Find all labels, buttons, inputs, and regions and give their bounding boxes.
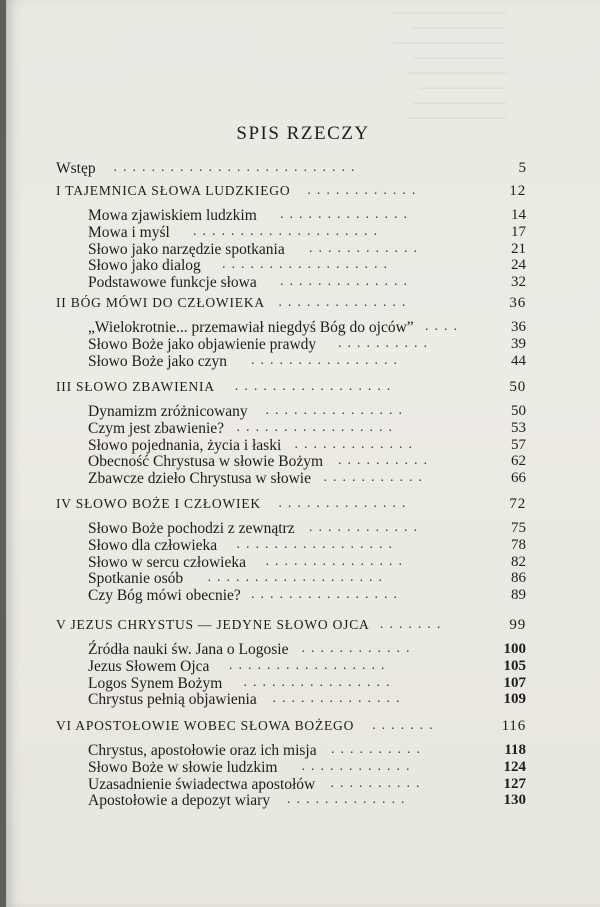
toc-entry-label: Słowo Boże pochodzi z zewnątrz (88, 520, 295, 537)
toc-entry-leader-dots: ................. (229, 657, 391, 673)
toc-entry-label: Jezus Słowem Ojca (88, 657, 210, 675)
toc-chapter-label: III SŁOWO ZBAWIENIA (56, 379, 215, 394)
toc-entry-label: Uzasadnienie świadectwa apostołów (88, 775, 316, 793)
toc-entry-leader-dots: ............. (287, 792, 411, 808)
toc-entry-page-number: 78 (511, 536, 526, 553)
toc-entry-page-number: 53 (511, 419, 526, 436)
toc-entry-leader-dots: .......... (338, 335, 433, 351)
toc-entry-label: Słowo pojednania, życia i łaski (88, 436, 282, 454)
toc-entry-label: Mowa zjawiskiem ludzkim (88, 207, 257, 224)
toc-chapter (56, 617, 526, 637)
toc-entry-label: Mowa i myśl (88, 223, 170, 241)
toc-chapter (56, 183, 526, 203)
toc-entry (88, 274, 526, 294)
toc-entry-leader-dots: ............... (265, 403, 408, 418)
toc-entry (88, 470, 526, 490)
toc-chapter-label: II BÓG MÓWI DO CZŁOWIEKA (56, 295, 265, 310)
toc-entry-page-number: 118 (504, 742, 526, 758)
toc-intro-page-number: 5 (518, 160, 526, 176)
toc-entry-leader-dots: ............... (265, 553, 408, 569)
toc-chapter-leader-dots: ............ (307, 183, 422, 198)
toc-entry-leader-dots: .................... (193, 223, 383, 239)
toc-entry-leader-dots: ............ (309, 240, 423, 256)
toc-entry-page-number: 107 (503, 674, 526, 691)
toc-entry-label: Chrystus pełnią objawienia (88, 691, 257, 709)
toc-entry-page-number: 100 (503, 641, 526, 657)
toc-chapter (56, 718, 526, 738)
toc-entry-label: Słowo Boże jako czyn (88, 352, 228, 370)
toc-entry-leader-dots: ............ (301, 758, 416, 774)
toc-entry-label: Obecność Chrystusa w słowie Bożym (88, 453, 324, 471)
toc-entry-page-number: 86 (511, 570, 526, 587)
toc-entry-page-number: 124 (503, 758, 526, 775)
toc-chapter-page-number: 50 (509, 379, 526, 395)
toc-chapter-page-number: 36 (509, 295, 526, 311)
toc-entry (88, 587, 526, 607)
toc-entry-leader-dots: .......... (330, 775, 426, 791)
toc-intro (56, 160, 526, 180)
toc-chapter-page-number: 72 (509, 496, 526, 512)
toc-entry-leader-dots: .................. (222, 257, 393, 273)
toc-chapter (56, 496, 526, 516)
toc-entry-page-number: 32 (511, 274, 526, 291)
page-title: SPIS RZECZY (236, 123, 370, 144)
toc-entry-label: Czy Bóg mówi obecnie? (88, 587, 241, 605)
toc-entry-leader-dots: ................. (236, 536, 398, 552)
toc-entry-page-number: 109 (503, 691, 526, 708)
toc-entry-label: „Wielokrotnie... przemawiał niegdyś Bóg do ojców” (88, 319, 414, 336)
toc-entry-label: Zbawcze dzieło Chrystusa w słowie (88, 470, 311, 488)
toc-chapter (56, 379, 526, 399)
toc-chapter-label: IV SŁOWO BOŻE I CZŁOWIEK (56, 496, 261, 511)
toc-chapter-page-number: 99 (509, 617, 526, 633)
toc-chapter-label: V JEZUS CHRYSTUS — JEDYNE SŁOWO OJCA (56, 617, 370, 632)
toc-entry-label: Dynamizm zróżnicowany (88, 403, 248, 420)
toc-entry-page-number: 21 (511, 240, 526, 257)
toc-entry-leader-dots: .............. (280, 207, 413, 222)
toc-entry-page-number: 127 (503, 775, 526, 792)
toc-entry-leader-dots: ................... (207, 570, 388, 586)
toc-entry-leader-dots: ............ (309, 520, 423, 535)
toc-entry-leader-dots: ................. (236, 419, 398, 435)
toc-entry-page-number: 39 (511, 335, 526, 352)
toc-entry-leader-dots: ............ (301, 641, 416, 656)
toc-entry-page-number: 50 (511, 403, 526, 419)
toc-entry-label: Logos Synem Bożym (88, 674, 223, 692)
toc-entry-page-number: 75 (511, 520, 526, 536)
toc-entry-label: Podstawowe funkcje słowa (88, 274, 257, 292)
toc-entry-label: Słowo Boże w słowie ludzkim (88, 758, 278, 776)
toc-chapter-page-number: 12 (509, 183, 526, 199)
toc-entry-leader-dots: .............. (280, 274, 413, 290)
toc-entry-label: Słowo w sercu człowieka (88, 553, 246, 571)
toc-entry-leader-dots: ................ (251, 587, 403, 603)
toc-entry-label: Czym jest zbawienie? (88, 419, 225, 437)
toc-entry-label: Słowo dla człowieka (88, 536, 218, 554)
toc-chapter-label: VI APOSTOŁOWIE WOBEC SŁOWA BOŻEGO (56, 718, 355, 733)
toc-entry-leader-dots: ............. (294, 436, 418, 452)
toc-entry-leader-dots: .... (425, 319, 463, 334)
toc-entry-label: Słowo Boże jako objawienie prawdy (88, 335, 317, 353)
toc-entry-label: Słowo jako dialog (88, 257, 201, 275)
toc-entry-page-number: 89 (511, 587, 526, 604)
toc-entry-label: Słowo jako narzędzie spotkania (88, 240, 285, 258)
toc-entry (88, 691, 526, 711)
toc-entry-page-number: 36 (511, 319, 526, 335)
toc-entry-page-number: 44 (511, 352, 526, 369)
toc-entry-page-number: 24 (511, 257, 526, 274)
toc-chapter-leader-dots: .............. (278, 496, 412, 511)
toc-entry-page-number: 130 (503, 792, 526, 809)
toc-entry (88, 353, 526, 373)
toc-chapter-leader-dots: ....... (372, 718, 439, 733)
toc-entry-leader-dots: .......... (331, 742, 427, 757)
toc-chapter-leader-dots: ....... (379, 617, 447, 632)
toc-entry-leader-dots: ................ (251, 352, 403, 368)
toc-entry-leader-dots: ........... (323, 470, 428, 486)
toc-chapter-leader-dots: .............. (278, 295, 412, 310)
toc-entry-leader-dots: ................ (243, 674, 396, 690)
toc-entry-page-number: 17 (511, 223, 526, 240)
book-page (6, 0, 600, 907)
toc-entry-page-number: 66 (511, 470, 526, 487)
toc-entry-page-number: 62 (511, 453, 526, 470)
bleed-through-text: ───────────────── ────────────── ───────────────── ────────────── ─────────────── ───────────── ────────────── ─────────────── (393, 7, 506, 125)
toc-entry-label: Źródła nauki św. Jana o Logosie (88, 641, 289, 658)
toc-intro-label: Wstęp (56, 160, 96, 177)
toc-entry-page-number: 82 (511, 553, 526, 570)
toc-entry-leader-dots: .......... (338, 453, 433, 469)
toc-entry-leader-dots: .............. (272, 691, 406, 707)
toc-entry-page-number: 105 (503, 657, 526, 674)
toc-entry-page-number: 57 (511, 436, 526, 453)
toc-entry-label: Chrystus, apostołowie oraz ich misja (88, 742, 317, 759)
toc-entry-label: Spotkanie osób (88, 570, 184, 588)
toc-chapter-label: I TAJEMNICA SŁOWA LUDZKIEGO (56, 183, 291, 198)
toc-chapter (56, 295, 526, 315)
toc-intro-leader-dots: .......................... (113, 160, 361, 175)
toc-entry-page-number: 14 (511, 207, 526, 223)
toc-entry-label: Apostołowie a depozyt wiary (88, 792, 271, 810)
toc-chapter-page-number: 116 (501, 718, 526, 734)
toc-entry (88, 792, 526, 812)
toc-chapter-leader-dots: ................. (234, 379, 397, 394)
